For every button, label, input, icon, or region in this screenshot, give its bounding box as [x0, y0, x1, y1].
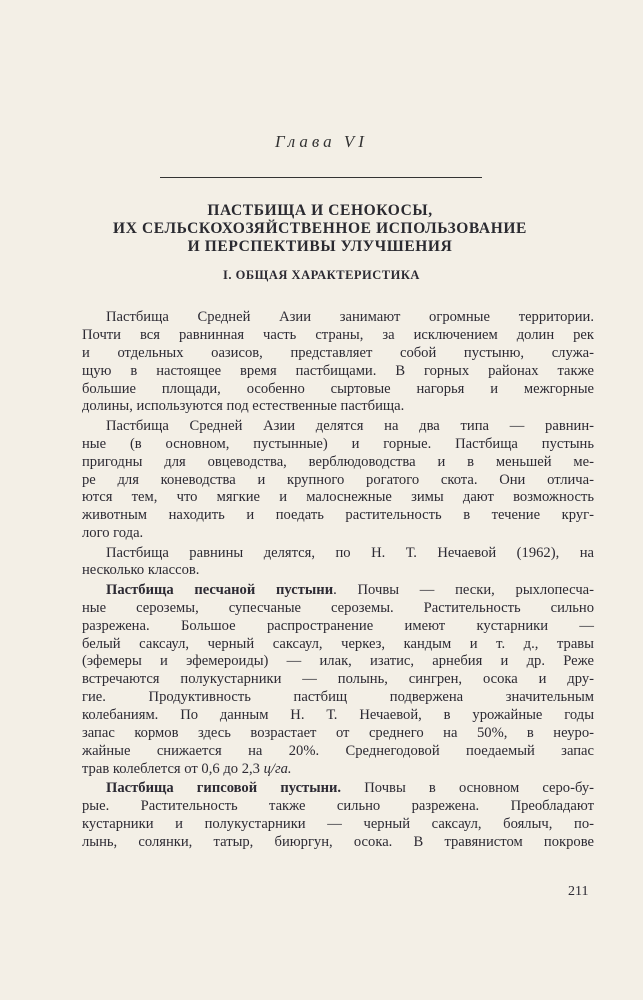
text-line: встречаются полукустарники — полынь, сингрен, осока и дру- — [82, 671, 594, 688]
paragraph — [82, 418, 594, 543]
text-line: Пастбища равнины делятся, по Н. Т. Нечаевой (1962), на — [106, 544, 594, 561]
paragraph — [82, 582, 594, 779]
paragraph-heading: Пастбища гипсовой пустыни. — [106, 780, 342, 797]
text-line: лынь, солянки, татыр, биюргун, осока. В травянистом покрове — [82, 833, 594, 850]
text-line: ре для коневодства и крупного рогатого скота. Они отлича- — [82, 471, 594, 488]
text-line: Почти вся равнинная часть страны, за исключением долин рек — [82, 326, 594, 343]
body-text — [82, 309, 594, 853]
text-line: лого года. — [82, 525, 144, 542]
paragraph — [82, 309, 594, 416]
chapter-heading: Глава VI — [275, 132, 368, 151]
text-line: долины, используются под естественные пастбища. — [82, 398, 405, 415]
paragraph-heading: Пастбища песчаной пустыни — [106, 581, 334, 598]
text-line: животным находить и поедать растительность в течение круг- — [82, 507, 594, 524]
divider — [160, 177, 482, 178]
text-line — [82, 582, 594, 600]
text-line: пригодны для овцеводства, верблюдоводства и в меньшей ме- — [82, 453, 594, 470]
text-line: ные сероземы, супесчаные сероземы. Растительность сильно — [82, 599, 594, 616]
text-line — [82, 761, 594, 779]
text-line: гие. Продуктивность пастбищ подвержена значительным — [82, 689, 594, 706]
text-line: несколько классов. — [82, 562, 200, 579]
text-line: (эфемеры и эфемероиды) — илак, изатис, арнебия и др. Реже — [82, 653, 594, 670]
text-line: разрежена. Большое распространение имеют кустарники — — [82, 617, 594, 634]
paragraph — [82, 780, 594, 852]
text-line: Пастбища Средней Азии занимают огромные территории. — [106, 309, 594, 325]
text-line: ются тем, что мягкие и малоснежные зимы дают возможность — [82, 489, 594, 506]
text-line: Пастбища Средней Азии делятся на два типа — равнин- — [106, 417, 594, 434]
text-line: рые. Растительность также сильно разрежена. Преобладают — [82, 798, 594, 815]
text-fragment: Почвы в основном серо-бу- — [341, 780, 594, 797]
text-line: кустарники и полукустарники — черный саксаул, боялыч, по- — [82, 815, 594, 832]
section-heading: I. ОБЩАЯ ХАРАКТЕРИСТИКА — [223, 268, 420, 282]
title-line: ИХ СЕЛЬСКОХОЗЯЙСТВЕННОЕ ИСПОЛЬЗОВАНИЕ — [113, 220, 527, 237]
text-line — [82, 780, 594, 798]
page-number: 211 — [568, 884, 589, 899]
text-line: и отдельных оазисов, представляет собой пустыню, служа- — [82, 344, 594, 361]
text-line: большие площади, особенно сыртовые нагорья и межгорные — [82, 380, 594, 397]
paragraph — [82, 545, 594, 581]
text-line: жайные снижается на 20%. Среднегодовой поедаемый запас — [82, 742, 594, 759]
text-line: ные (в основном, пустынные) и горные. Пастбища пустынь — [82, 435, 594, 452]
unit: ц/га. — [263, 760, 292, 777]
text-line: колебаниям. По данным Н. Т. Нечаевой, в урожайные годы — [82, 707, 594, 724]
text-line: щую в настоящее время пастбищами. В горных районах также — [82, 362, 594, 379]
chapter-title — [60, 202, 580, 256]
title-line: И ПЕРСПЕКТИВЫ УЛУЧШЕНИЯ — [187, 238, 453, 255]
text-fragment: трав колеблется от 0,6 до 2,3 — [82, 760, 264, 777]
title-line: ПАСТБИЩА И СЕНОКОСЫ, — [207, 202, 433, 219]
text-line: запас кормов здесь возрастает от среднего на 50%, в неуро- — [82, 724, 594, 741]
text-fragment: . Почвы — пески, рыхлопесча- — [333, 581, 595, 598]
text-line: белый саксаул, черный саксаул, черкез, кандым и т. д., травы — [82, 635, 594, 652]
